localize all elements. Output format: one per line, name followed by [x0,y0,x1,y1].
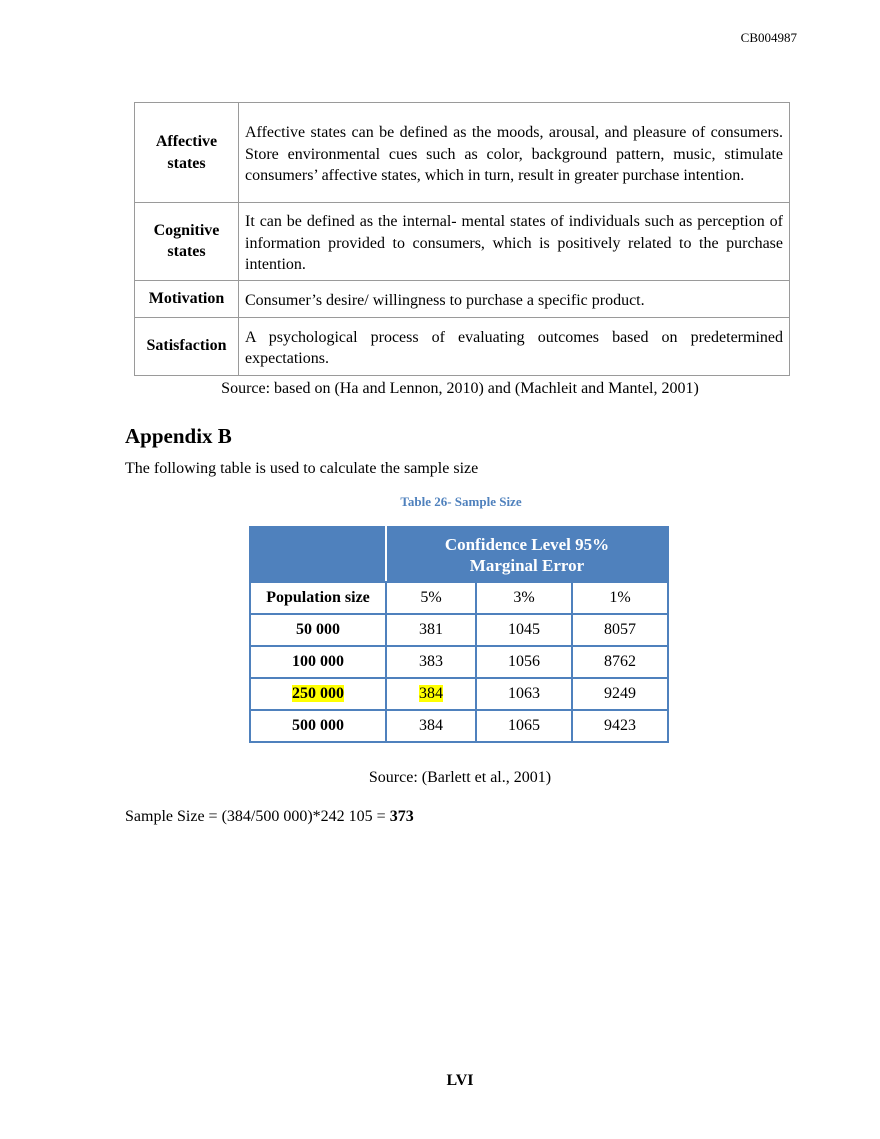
value-cell: 9423 [572,710,668,742]
value-cell: 384 [386,710,476,742]
term-label: Motivation [148,289,225,307]
table-row [250,582,668,614]
formula-result: 373 [389,808,414,825]
value-cell: 1056 [476,646,572,678]
sample-size-formula [125,808,414,826]
column-header: 5% [386,582,476,614]
value-cell: 383 [386,646,476,678]
appendix-heading: Appendix B [125,424,232,448]
sample-table-source: Source: (Barlett et al., 2001) [368,769,552,786]
population-cell: 100 000 [250,646,386,678]
definitions-table [134,102,790,376]
table-row [135,280,790,317]
value-cell: 1065 [476,710,572,742]
population-cell [250,678,386,710]
population-cell: 500 000 [250,710,386,742]
table-caption: Table 26- Sample Size [400,494,522,509]
term-label: Satisfaction [146,337,227,355]
highlighted-population: 250 000 [292,685,344,702]
value-cell [386,678,476,710]
header-cell [386,527,668,582]
definition-text: It can be defined as the internal- mental states of individuals such as perception of information provided to consumers, which is positively related to the purchase intention. [239,203,790,281]
definition-text: A psychological process of evaluating outcomes based on predetermined expectations. [239,317,790,375]
page-number: LVI [446,1072,474,1089]
column-label: Population size [250,582,386,614]
term-cell [135,103,239,203]
term-label: Cognitive [153,221,220,239]
formula-text: Sample Size = (384/500 000)*242 105 = [125,808,390,825]
value-cell: 381 [386,614,476,646]
table-row [250,614,668,646]
highlighted-value: 384 [419,685,443,702]
value-cell: 8762 [572,646,668,678]
term-cell [135,317,239,375]
header-confidence: Confidence Level 95% [444,534,610,554]
value-cell: 8057 [572,614,668,646]
document-id: CB004987 [740,30,797,45]
table-row [135,203,790,281]
header-margin: Marginal Error [469,555,585,575]
value-cell: 1063 [476,678,572,710]
term-label: Affective [155,133,218,150]
appendix-intro: The following table is used to calculate the sample size [125,460,479,477]
term-label: states [167,243,206,261]
term-cell [135,203,239,281]
definitions-source: Source: based on (Ha and Lennon, 2010) and (Machleit and Mantel, 2001) [221,380,699,397]
column-header: 3% [476,582,572,614]
table-row [135,103,790,203]
table-header-row [250,527,668,582]
table-row [135,317,790,375]
sample-size-table [249,526,669,743]
value-cell: 1045 [476,614,572,646]
header-blank-cell [250,527,386,582]
population-cell: 50 000 [250,614,386,646]
definition-text: Affective states can be defined as the moods, arousal, and pleasure of consumers. Store environmental cues such as color, background pattern, music, stimulate consumers’ affective states, which in turn, result in greater purchase intention. [239,103,790,203]
definition-text: Consumer’s desire/ willingness to purchase a specific product. [239,280,790,317]
column-header: 1% [572,582,668,614]
table-row [250,646,668,678]
table-row [250,678,668,710]
term-cell [135,280,239,317]
value-cell: 9249 [572,678,668,710]
table-row [250,710,668,742]
term-label: states [167,154,206,172]
